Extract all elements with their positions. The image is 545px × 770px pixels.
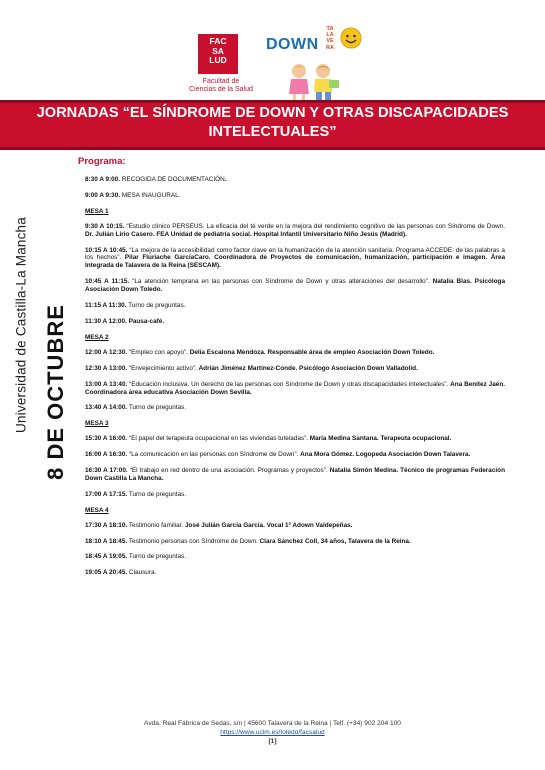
- item-time: 13:00 A 13:40.: [85, 380, 128, 388]
- program-item: [85, 318, 505, 326]
- mesa-heading: MESA 2: [85, 333, 109, 341]
- program-item: [85, 381, 505, 397]
- item-text: “Estudio clínico PERSEUS. La eficacia del té verde en la mejora del rendimiento cognitivo de las personas con Síndrome de Down.: [124, 222, 506, 230]
- program-item: [85, 404, 505, 412]
- item-text: Turno de preguntas.: [127, 553, 187, 561]
- item-time: 9:00 A 9:30.: [85, 191, 121, 199]
- item-text: Turno de preguntas.: [126, 302, 186, 310]
- item-text: Testimonio personas con Síndrome de Down.: [127, 537, 260, 545]
- program-item: [85, 223, 505, 239]
- program-item: [85, 538, 505, 546]
- item-speaker: Ana Mora Gómez. Logopeda Asociación Down Talavera.: [300, 451, 471, 459]
- item-text: “El papel del terapeuta ocupacional en las viviendas tuteladas”.: [127, 435, 310, 443]
- program-item: [85, 522, 505, 530]
- item-time: 10:15 A 10:45.: [85, 246, 128, 254]
- down-talavera-logo: DOWN: [266, 36, 319, 53]
- item-speaker: Ana Benítez Jaén. Coordinadora área educativa Asociación Down Sevilla.: [85, 380, 505, 396]
- program-item: [85, 192, 505, 200]
- item-time: 15:30 A 16:00.: [85, 435, 128, 443]
- item-text: “Envejecimiento activo”.: [127, 364, 199, 372]
- item-time: 11:15 A 11:30.: [85, 302, 127, 310]
- item-speaker: Adrián Jiménez Martínez-Conde. Psicólogo Asociación Down Valladolid.: [198, 364, 418, 372]
- program-item: [85, 491, 505, 499]
- item-speaker: Clara Sánchez Coll, 34 años, Talavera de la Reina.: [259, 537, 411, 545]
- item-text: “Educación inclusiva. Un derecho de las personas con Síndrome de Down y otras discapacidades intelectuales”.: [127, 380, 451, 388]
- page-number: [1]: [268, 738, 277, 745]
- item-speaker: Natalia Simón Medina. Técnico de programas Federación Down Castilla La Mancha.: [85, 467, 505, 482]
- item-text: “El trabajo en red dentro de una asociación. Programas y proyectos”.: [127, 467, 330, 475]
- mesa-heading: MESA 4: [85, 506, 109, 514]
- item-time: 19:05 A 20:45.: [85, 569, 128, 577]
- footer-address: Avda. Real Fábrica de Sedas, s/n | 45600 Talavera de la Reina | Telf. (+34) 902 204 100: [144, 720, 401, 727]
- kids-illustration-icon: [285, 62, 341, 100]
- item-time: 12:00 A 12:30.: [85, 348, 128, 356]
- item-text: Testimonio familiar.: [127, 521, 185, 529]
- talavera-syllable: RA: [326, 44, 334, 51]
- item-speaker: Natalia Blas. Psicóloga Asociación Down Toledo.: [85, 278, 505, 294]
- item-speaker: José Julián García García. Vocal 1º Adown Valdepeñas.: [184, 521, 353, 529]
- talavera-syllable: VE: [326, 38, 334, 45]
- item-speaker: Dr. Julián Lirio Casero. FEA Unidad de pediatría social. Hospital Infantil Universitario Niño Jesús (Madrid).: [85, 230, 407, 238]
- item-speaker: Pilar Fluriache GarcíaCaro. Coordinadora de Proyectos de comunicación, humanización, participación e imagen. Área Integrada de Talavera de la Reina (SESCAM).: [85, 254, 505, 270]
- talavera-vertical-text: [323, 26, 337, 51]
- item-text: “La comunicación en las personas con Síndrome de Down”.: [127, 451, 301, 459]
- program-item: [85, 302, 505, 310]
- facsalud-caption-line: Facultad de: [202, 78, 240, 85]
- item-time: 16:30 A 17:00.: [85, 467, 128, 475]
- talavera-syllable: LA: [326, 32, 334, 39]
- program-item: [85, 553, 505, 561]
- smiley-icon: [339, 27, 363, 49]
- program-item: [85, 451, 505, 459]
- page-footer: [0, 719, 545, 746]
- item-time: 13:40 A 14:00.: [85, 404, 128, 412]
- facsalud-logo: [198, 34, 238, 74]
- item-text: MESA INAUGURAL.: [120, 191, 181, 199]
- item-text: “La atención temprana en las personas con Síndrome de Down y otras alteraciones del desarrollo”.: [129, 278, 433, 286]
- item-time: 18:45 A 19:05.: [85, 553, 128, 561]
- program-item: [85, 176, 505, 184]
- program-item: [85, 278, 505, 294]
- program-item: [85, 569, 505, 577]
- facsalud-caption: [186, 78, 256, 94]
- footer-website-link[interactable]: https://www.uclm.es/toledo/facsalud: [220, 729, 325, 736]
- item-time: 17:00 A 17:15.: [85, 490, 128, 498]
- item-time: 11:30 A 12:00.: [85, 317, 127, 325]
- program-item: [85, 349, 505, 357]
- event-date-vertical: 8 DE OCTUBRE: [43, 304, 68, 480]
- item-time: 8:30 A 9:00.: [85, 176, 121, 183]
- item-speaker: Delia Escalona Mendoza. Responsable área de empleo Asociación Down Toledo.: [189, 348, 435, 356]
- item-text: Clausura.: [127, 569, 157, 577]
- item-speaker: Pausa-café.: [126, 317, 165, 325]
- program-item: [85, 365, 505, 373]
- mesa-heading: MESA 3: [85, 420, 109, 428]
- item-time: 18:10 A 18:45.: [85, 537, 128, 545]
- item-time: 9:30 A 10:15.: [85, 222, 125, 230]
- item-text: Turno de preguntas.: [127, 490, 187, 498]
- facsalud-logo-line: LUD: [209, 55, 227, 65]
- item-text: “La mejora de la accesibilidad como factor clave en la humanización de la atención sanitaria. Programa ACCEDE: de las palabras a los hechos”.: [85, 246, 505, 262]
- program-item: [85, 247, 505, 271]
- program-item: [85, 467, 505, 483]
- program-heading: Programa:: [78, 156, 126, 167]
- talavera-syllable: TA: [326, 26, 334, 32]
- item-speaker: María Medina Santana. Terapeuta ocupacional.: [309, 435, 452, 443]
- facsalud-caption-line: Ciencias de la Salud: [189, 86, 253, 93]
- item-text: RECOGIDA DE DOCUMENTACIÓN: [120, 176, 225, 183]
- item-text: “Empleo con apoyo”.: [127, 348, 190, 356]
- event-title: JORNADAS “EL SÍNDROME DE DOWN Y OTRAS DISCAPACIDADES INTELECTUALES”: [36, 105, 509, 140]
- program-item: [85, 435, 505, 443]
- item-tail: .: [224, 176, 227, 183]
- facsalud-logo-line: FAC: [209, 36, 227, 46]
- item-time: 17:30 A 18:10.: [85, 521, 128, 529]
- item-time: 12:30 A 13:00.: [85, 364, 128, 372]
- item-text: Turno de preguntas.: [127, 404, 187, 412]
- university-vertical-label: Universidad de Castilla-La Mancha: [13, 217, 29, 433]
- facsalud-logo-line: SA: [212, 45, 224, 56]
- item-time: 16:00 A 16:30.: [85, 451, 128, 459]
- program-list: [85, 176, 505, 585]
- mesa-heading: MESA 1: [85, 207, 109, 215]
- item-time: 10:45 A 11:15.: [85, 278, 130, 286]
